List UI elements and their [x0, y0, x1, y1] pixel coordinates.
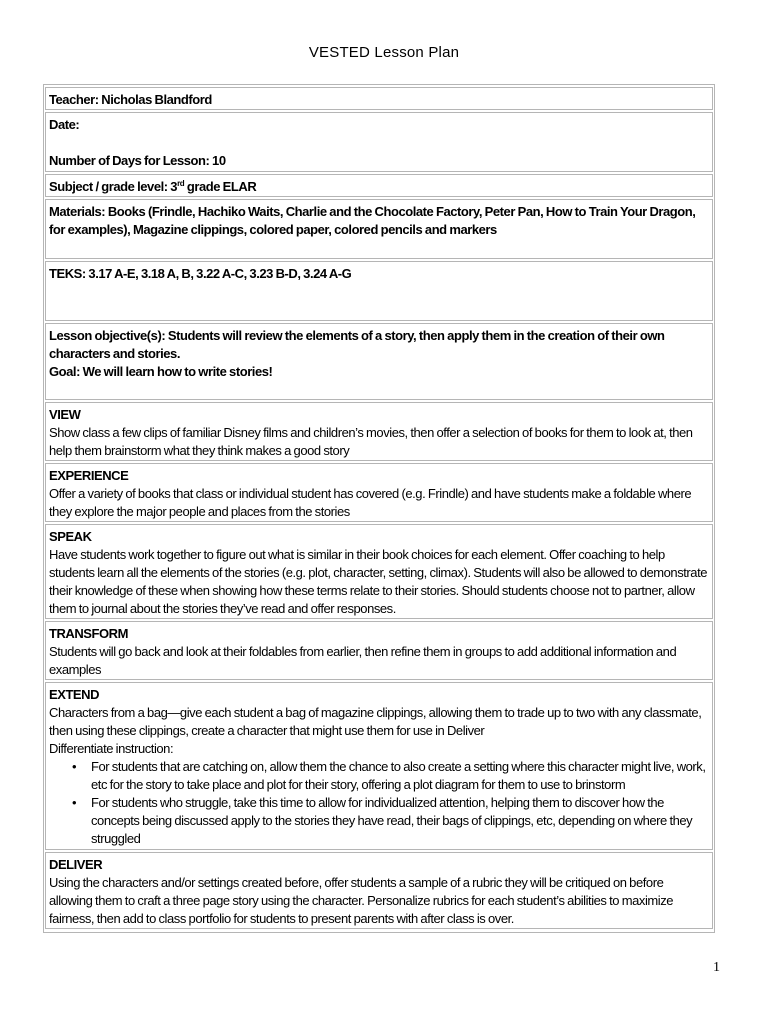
page-number: 1 [713, 960, 720, 975]
lesson-plan-table [43, 84, 715, 933]
speak-section [45, 524, 713, 619]
extend-heading: EXTEND [49, 687, 100, 702]
speak-text: Have students work together to figure out what is similar in their book choices for each element. Offer coaching to help students learn all the elements of the stories (e.g. plot, character, setting, climax). Students will also be allowed to demonstrate their knowledge of these when showing how these terms relate to their stories. Should students choose not to partner, allow them to journal about the stories they’ve read and offer responses. [49, 547, 708, 616]
extend-section [45, 682, 713, 850]
objective-row [45, 323, 713, 400]
experience-text: Offer a variety of books that class or individual student has covered (e.g. Frindle) and have students make a foldable where they explore the major people and places from the stories [49, 486, 692, 519]
list-item-text: For students that are catching on, allow them the chance to also create a setting where this character might live, work, etc for the story to take place and plot for their story, offering a plot diagram for them to use to brinstorm [91, 759, 706, 792]
deliver-text: Using the characters and/or settings created before, offer students a sample of a rubric they will be critiqued on before allowing them to craft a three page story using the character. Personalize rubrics for each student’s abilities to maximize fairness, then add to class portfolio for students to present parents with after class is over. [49, 875, 674, 926]
objective-text: Lesson objective(s): Students will review the elements of a story, then apply them in the creation of their own characters and stories. [49, 328, 665, 361]
subject-superscript: rd [177, 179, 185, 188]
bullet-symbol: • [72, 795, 77, 810]
document-title: VESTED Lesson Plan [308, 44, 460, 61]
differentiate-list [49, 758, 709, 848]
differentiate-label: Differentiate instruction: [49, 741, 174, 756]
date-label: Date: [49, 117, 80, 132]
teacher-row [45, 87, 713, 110]
materials-text: Materials: Books (Frindle, Hachiko Waits, Charlie and the Chocolate Factory, Peter Pan, How to Train Your Dragon, for examples), Magazine clippings, colored paper, colored pencils and markers [49, 204, 696, 237]
extend-text: Characters from a bag—give each student a bag of magazine clippings, allowing them to trade up to two with any classmate, then using these clippings, create a character that might use them for use in Deliver [49, 705, 702, 738]
days-text: Number of Days for Lesson: 10 [49, 153, 226, 168]
transform-section [45, 621, 713, 680]
date-spacer [49, 134, 709, 152]
experience-heading: EXPERIENCE [49, 468, 129, 483]
materials-row [45, 199, 713, 259]
deliver-section [45, 852, 713, 929]
list-item-text: For students who struggle, take this time to allow for individualized attention, helping them to discover how the concepts being discussed apply to the stories they have read, their bags of clippings, etc, depending on where they struggled [91, 795, 693, 846]
view-section [45, 402, 713, 461]
view-heading: VIEW [49, 407, 81, 422]
experience-section [45, 463, 713, 522]
teacher-text: Teacher: Nicholas Blandford [49, 92, 212, 107]
bullet-symbol: • [72, 759, 77, 774]
transform-heading: TRANSFORM [49, 626, 128, 641]
teks-row [45, 261, 713, 321]
subject-prefix: Subject / grade level: 3 [49, 179, 178, 194]
speak-heading: SPEAK [49, 529, 92, 544]
list-item [72, 794, 709, 848]
teks-text: TEKS: 3.17 A-E, 3.18 A, B, 3.22 A-C, 3.23 B-D, 3.24 A-G [49, 266, 352, 281]
date-row [45, 112, 713, 172]
deliver-heading: DELIVER [49, 857, 103, 872]
transform-text: Students will go back and look at their foldables from earlier, then refine them in groups to add additional information and examples [49, 644, 677, 677]
subject-row [45, 174, 713, 197]
view-text: Show class a few clips of familiar Disney films and children’s movies, then offer a selection of books for them to look at, then help them brainstorm what they think makes a good story [49, 425, 693, 458]
subject-suffix: grade ELAR [184, 179, 257, 194]
goal-text: Goal: We will learn how to write stories! [49, 364, 273, 379]
list-item [72, 758, 709, 794]
